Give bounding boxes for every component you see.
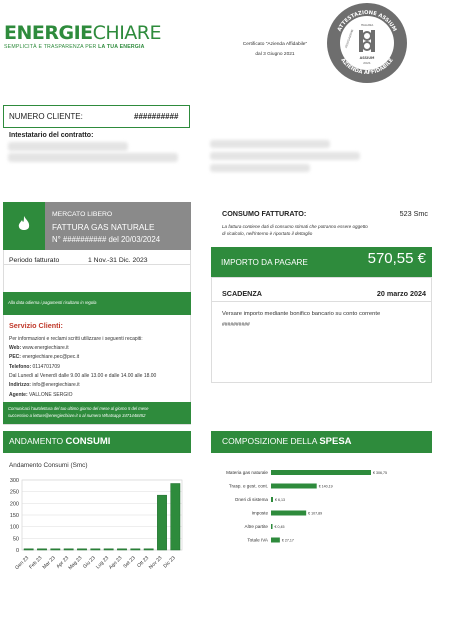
cost-bar <box>271 484 317 489</box>
payment-status-text: Alla data odierna i pagamenti risultano in regola <box>8 300 97 305</box>
agent-value: VALLONE SERGIO <box>29 392 73 398</box>
x-tick-label: Nov 23 <box>147 555 164 571</box>
consumption-bar <box>91 549 100 550</box>
x-tick-label: Apr 23 <box>55 555 71 570</box>
web-link[interactable]: www.energiechiare.it <box>22 345 69 351</box>
seal-year: 2021 <box>363 61 371 65</box>
cost-category-label: Altre partite <box>244 524 268 529</box>
x-tick-label: Giu 23 <box>82 555 97 570</box>
consumption-section-title <box>9 436 110 447</box>
consumption-value: 523 Smc <box>399 209 428 218</box>
agent-label: Agente: <box>9 392 28 398</box>
payment-account: ########## <box>222 322 250 328</box>
web-label: Web: <box>9 345 22 351</box>
cost-value-label: € 0,45 <box>274 525 285 529</box>
seal-side-right: ITALIANA <box>360 23 374 27</box>
consumi-prefix: ANDAMENTO <box>9 436 66 446</box>
pec-link[interactable]: energiechiare.pec@pec.it <box>22 354 80 360</box>
address-value: info@energiechiare.it <box>32 382 80 388</box>
seal-mid-text: ASSIUM <box>359 56 375 60</box>
seal-top-text: ATTESTAZIONE ASSIUM <box>336 9 398 33</box>
x-tick-label: Ago 23 <box>107 555 124 571</box>
logo-light: CHIARE <box>92 22 162 44</box>
y-tick-label: 250 <box>9 489 19 496</box>
amount-due-label: IMPORTO DA PAGARE <box>221 258 308 267</box>
y-tick-label: 100 <box>9 524 19 531</box>
consumption-bar <box>104 549 113 550</box>
certificate-text <box>220 40 330 60</box>
consumi-bold: CONSUMI <box>65 436 111 447</box>
market-type: MERCATO LIBERO <box>52 211 113 218</box>
seal-side-left: ASSOCIAZIONE <box>344 29 355 49</box>
consumption-bar <box>24 549 33 550</box>
consumption-bar <box>131 549 140 550</box>
service-address <box>9 382 80 388</box>
cost-bar <box>271 470 371 475</box>
x-tick-label: Ott 23 <box>136 555 151 570</box>
consumption-note-1: La fattura contiene dati di consumo stimati che potranno essere oggetto <box>222 224 368 229</box>
meter-reading-line-2: successivo a letture@energiechiare.it o al numero Whatsapp 3471448452 <box>8 413 146 418</box>
service-intro: Per informazioni e reclami scritti utilizzare i seguenti recapiti: <box>9 336 143 342</box>
x-tick-label: Lug 23 <box>95 555 111 571</box>
consumption-bar <box>157 495 166 550</box>
cost-section-title <box>222 436 352 447</box>
consumption-bar <box>64 549 73 550</box>
y-tick-label: 0 <box>15 548 19 554</box>
brand-logo <box>4 22 161 44</box>
seal-bottom-text: AZIENDA AFFIDABILE <box>339 57 395 77</box>
y-tick-label: 200 <box>9 501 19 508</box>
x-tick-label: Mag 23 <box>67 555 84 572</box>
cost-breakdown-chart <box>205 462 455 562</box>
address-label: Indirizzo: <box>9 382 31 388</box>
service-pec <box>9 354 79 360</box>
cost-category-label: Materia gas naturale <box>226 470 268 475</box>
x-tick-label: Dic 23 <box>162 555 177 570</box>
logo-bold: ENERGIE <box>4 22 93 44</box>
spesa-prefix: COMPOSIZIONE DELLA <box>222 436 320 446</box>
service-web <box>9 345 69 351</box>
phone-value: 0114701709 <box>32 364 60 370</box>
consumption-bar <box>144 549 153 550</box>
divider <box>211 301 432 302</box>
due-date-value: 20 marzo 2024 <box>376 289 426 298</box>
consumption-label: CONSUMO FATTURATO: <box>222 209 307 218</box>
consumption-note-2: di ricalcolo, nell'interno è riportato il dettaglio <box>222 231 313 236</box>
consumption-bar <box>77 549 86 550</box>
billing-period-label: Periodo fatturato <box>9 257 60 264</box>
x-tick-label: Mar 23 <box>41 555 57 571</box>
consumption-chart <box>0 470 200 615</box>
cost-category-label: Totale IVA <box>247 537 268 543</box>
consumption-chart-title: Andamento Consumi (Smc) <box>9 462 88 469</box>
tagline-prefix: SEMPLICITÀ E TRASPARENZA PER <box>4 44 99 50</box>
redacted-delivery-line-3 <box>210 164 310 172</box>
cost-value-label: € 140,19 <box>318 484 333 489</box>
customer-number-label: NUMERO CLIENTE: <box>9 112 83 121</box>
amount-due-value: 570,55 € <box>367 250 426 267</box>
consumption-bar <box>171 484 180 551</box>
cost-category-label: Trasp. e gest. cont. <box>228 483 268 489</box>
x-tick-label: Feb 23 <box>28 555 44 571</box>
service-agent <box>9 392 73 398</box>
y-tick-label: 50 <box>12 536 19 543</box>
phone-label: Telefono: <box>9 364 32 370</box>
spesa-bold: SPESA <box>319 436 352 447</box>
service-hours: Dal Lunedì al Venerdì dalle 9.00 alle 13.00 e dalle 14.00 alle 18.00 <box>9 373 157 379</box>
cost-value-label: € 6,13 <box>274 498 285 502</box>
cert-line-1: Certificato "Azienda Affidabile" <box>242 42 308 47</box>
cost-value-label: € 306,75 <box>373 471 387 475</box>
certification-seal <box>326 2 408 84</box>
redacted-delivery-line-1 <box>210 140 330 148</box>
contract-holder-label: Intestatario del contratto: <box>9 132 94 139</box>
x-tick-label: Set 23 <box>122 555 137 570</box>
y-tick-label: 300 <box>9 478 19 484</box>
x-tick-label: Gen 23 <box>14 555 31 572</box>
redacted-holder-name <box>8 142 128 151</box>
invoice-type: FATTURA GAS NATURALE <box>52 222 155 232</box>
tagline-bold: LA TUA ENERGIA <box>98 44 145 50</box>
cost-value-label: € 107,89 <box>308 511 323 516</box>
redacted-delivery-line-2 <box>210 152 360 160</box>
pec-label: PEC: <box>9 354 21 360</box>
cert-line-2: dal 3 Giugno 2021 <box>255 52 295 57</box>
cost-bar <box>271 524 273 529</box>
cost-bar <box>271 538 280 543</box>
brand-tagline <box>4 44 145 50</box>
consumption-bar <box>37 549 46 550</box>
cost-bar <box>271 511 306 516</box>
customer-number-value: ########## <box>134 112 179 121</box>
y-tick-label: 150 <box>9 513 19 519</box>
consumption-bar <box>117 549 126 550</box>
invoice-number: N° ########## del 20/03/2024 <box>52 235 161 244</box>
cost-category-label: Imposte <box>251 510 268 516</box>
flame-icon <box>18 216 30 232</box>
cost-category-label: Oneri di sistema <box>234 497 268 502</box>
customer-service-title: Servizio Clienti: <box>9 321 63 330</box>
payment-method: Versare importo mediante bonifico bancario su conto corrente <box>222 311 381 317</box>
consumption-bar <box>51 549 60 550</box>
due-date-label: SCADENZA <box>222 289 262 298</box>
redacted-holder-address <box>8 153 178 162</box>
meter-reading-line-1: Comunicaci l'autolettura del tuo ultimo giorno del mese al giorno 5 del mese <box>8 406 149 411</box>
cost-bar <box>271 497 273 502</box>
cost-value-label: € 27,17 <box>281 538 294 543</box>
billing-period-value: 1 Nov.-31 Dic. 2023 <box>88 257 148 264</box>
divider <box>3 264 191 265</box>
service-phone <box>9 364 60 370</box>
